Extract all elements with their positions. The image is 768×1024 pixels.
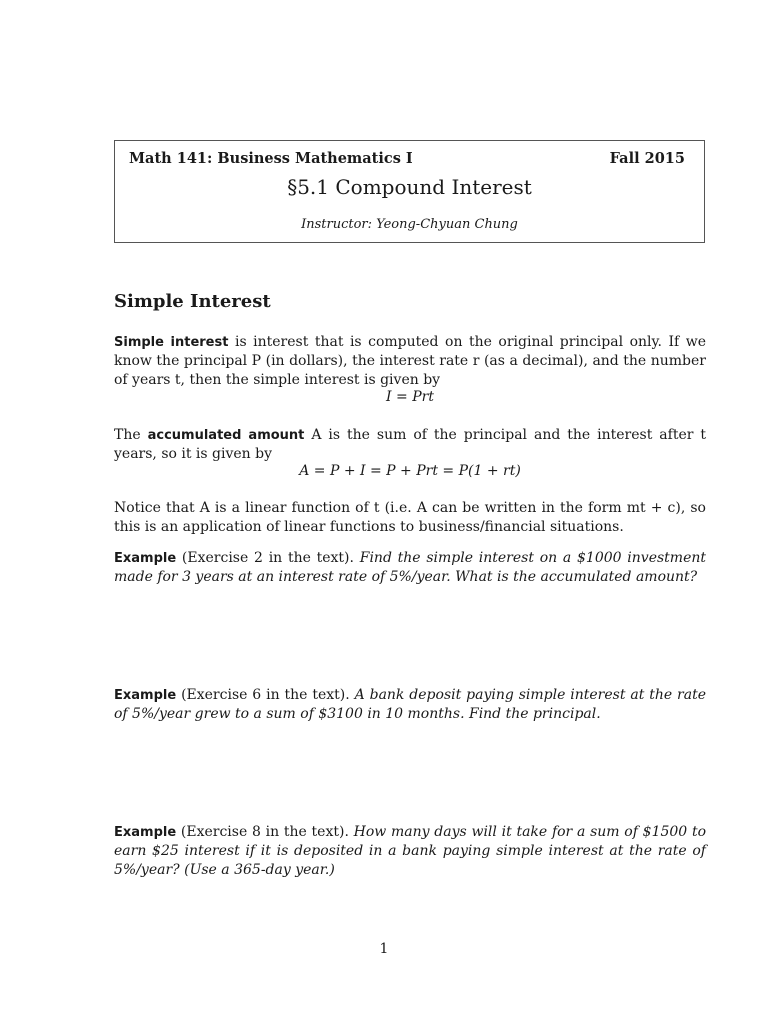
paragraph-simple-interest	[114, 333, 706, 390]
section-heading: Simple Interest	[114, 291, 271, 312]
header-box	[114, 140, 705, 243]
example-exercise-8	[114, 823, 706, 880]
paragraph-text: is interest that is computed on the original principal only. If we know the principal P (in dollars), the interest rate r (as a decimal), and the number of years t, then the simple interest is given by	[114, 334, 706, 388]
example-question: A bank deposit paying simple interest at the rate of 5%/year grew to a sum of $3100 in 10 months. Find the principal.	[114, 687, 707, 722]
document-title: §5.1 Compound Interest	[287, 175, 532, 199]
example-label: Example	[114, 551, 177, 566]
equation-simple-interest: I = Prt	[386, 389, 434, 405]
example-question: Find the simple interest on a $1000 investment made for 3 years at an interest rate of 5%/year. What is the accumulated amount?	[114, 550, 707, 585]
term-simple-interest: Simple interest	[114, 335, 229, 350]
term-accumulated-amount: accumulated amount	[147, 428, 305, 443]
example-label: Example	[114, 688, 177, 703]
paragraph-text: A is the sum of the principal and the interest after t years, so it is given by	[114, 427, 706, 462]
paragraph-accumulated-amount	[114, 426, 706, 464]
paragraph-prefix: The	[114, 427, 148, 443]
example-reference: (Exercise 8 in the text).	[176, 824, 354, 840]
example-question: How many days will it take for a sum of $1500 to earn $25 interest if it is deposited in a bank paying simple interest at the rate of 5%/year? (Use a 365-day year.)	[114, 824, 706, 878]
paragraph-linear-note: Notice that A is a linear function of t (i.e. A can be written in the form mt + c), so this is an application of linear functions to business/financial situations.	[114, 500, 706, 535]
example-exercise-6	[114, 686, 706, 724]
example-reference: (Exercise 2 in the text).	[176, 550, 360, 566]
example-label: Example	[114, 825, 177, 840]
page-number: 1	[379, 941, 389, 957]
term-label: Fall 2015	[609, 150, 685, 167]
example-reference: (Exercise 6 in the text).	[176, 687, 355, 703]
example-exercise-2	[114, 549, 706, 587]
instructor-line: Instructor: Yeong-Chyuan Chung	[301, 217, 518, 232]
course-name: Math 141: Business Mathematics I	[129, 150, 413, 167]
equation-accumulated-amount: A = P + I = P + Prt = P(1 + rt)	[299, 463, 521, 479]
